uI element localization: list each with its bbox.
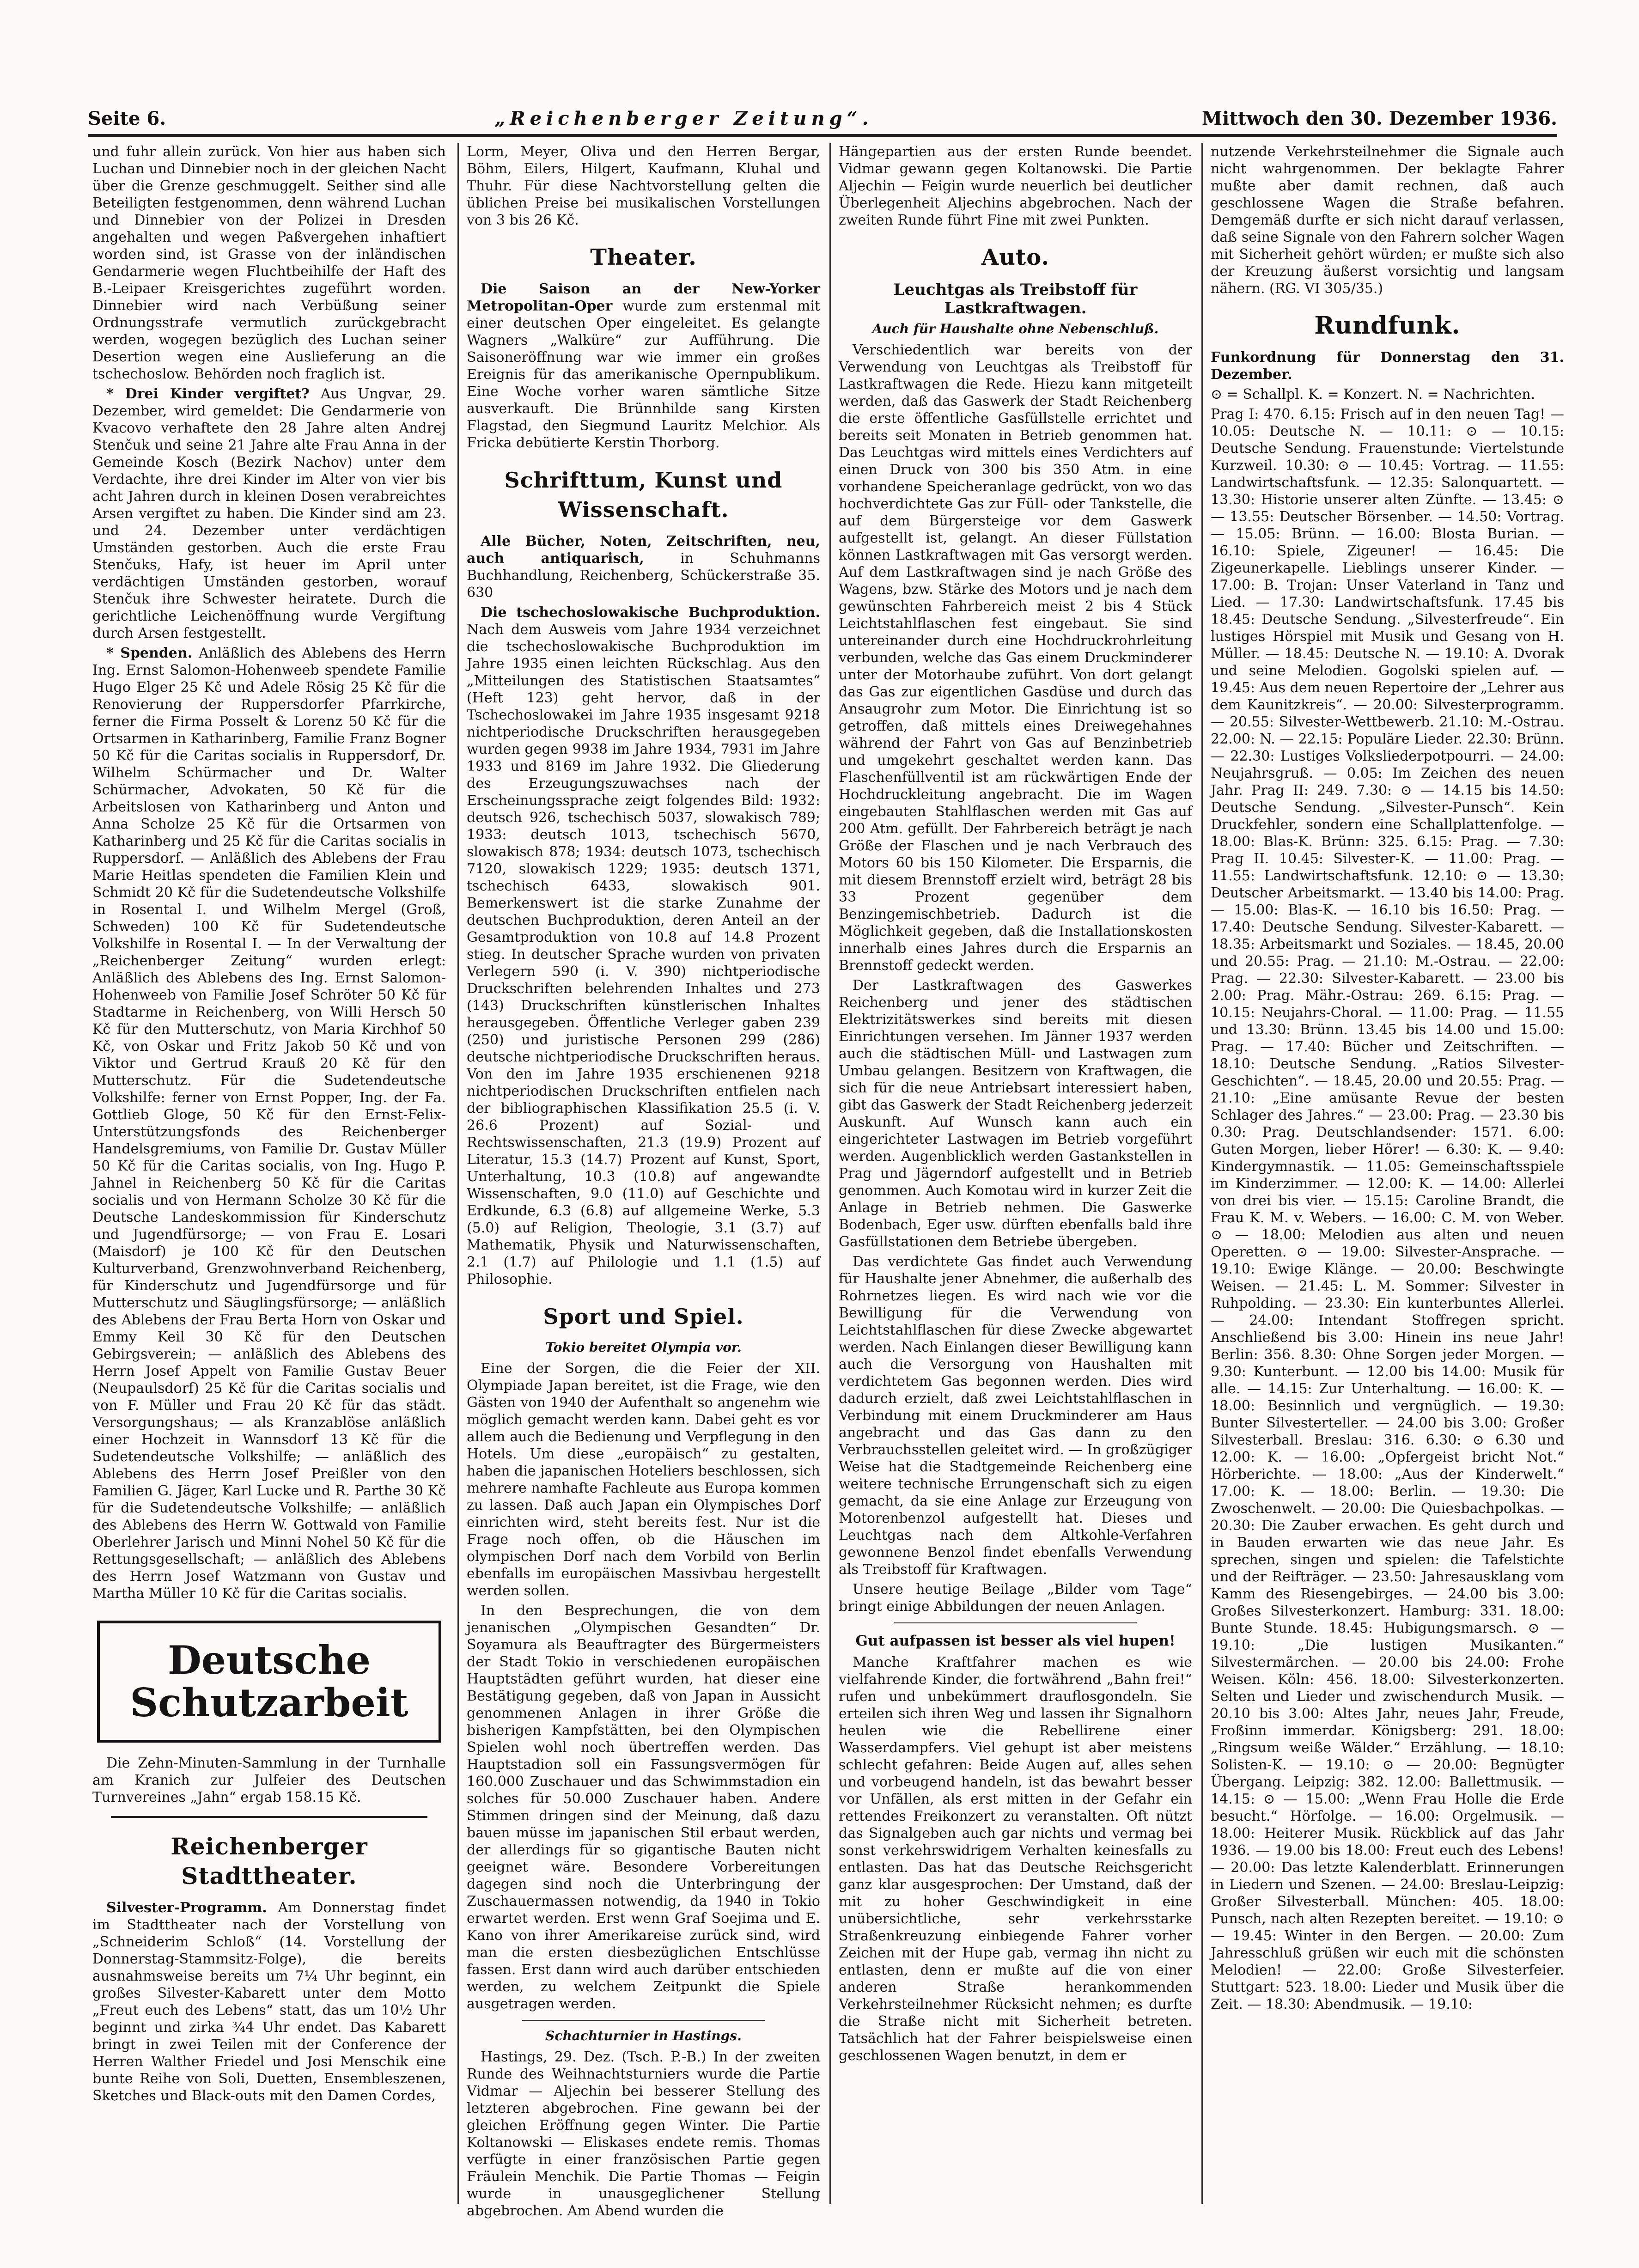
article-lead: * Spenden. [106,645,193,661]
article-body: Nach dem Ausweis vom Jahre 1934 verzeichnet die tschechoslowakische Buchproduktion im Jahre 1935 einen leichten Rückschlag. Aus den „Mitteilungen des Statistischen Staatsamtes“ (Heft 123) geht hervor, daß in der Tschechoslowakei im Jahre 1935 insgesamt 9218 nichtperiodische Druckschriften herausgegeben wurden gegen 9938 im Jahre 1934, 7931 im Jahre 1933 und 8169 im Jahre 1932. Die Gliederung des Erzeugungszuwachses nach der Erscheinungssprache zeigt folgendes Bild: 1932: deutsch 926, tschechisch 5037, slowakisch 789; 1933: deutsch 1013, tschechisch 5670, slowakisch 878; 1934: deutsch 1073, tschechisch 7120, slowakisch 1229; 1935: deutsch 1371, tschechisch 6433, slowakisch 901. Bemerkenswert ist die starke Zunahme der deutschen Buchproduktion, deren Anteil an der Gesamtproduktion von 10.8 auf 14.8 Prozent stieg. In deutscher Sprache wurden von privaten Verlegern 590 (i. V. 390) nichtperiodische Druckschriften belehrenden Inhaltes und 273 (143) Druckschriften künstlerischen Inhaltes herausgegeben. Öffentliche Verleger gaben 239 (250) und juristische Personen 299 (286) deutsche nichtperiodische Druckschriften heraus. Von den im Jahre 1935 erschienenen 9218 nichtperiodischen Druckschriften entfielen nach der bibliographischen Klassifikation 25.5 (i. V. 26.6 Prozent) auf Sozial- und Rechtswissenschaften, 21.3 (19.9) Prozent auf Literatur, 15.3 (14.7) Prozent auf Kunst, Sport, Unterhaltung, 10.3 (10.8) auf angewandte Wissenschaften, 9.0 (11.0) auf Geschichte und Erdkunde, 6.3 (6.8) auf allgemeine Werke, 5.3 (5.0) auf Religion, Theologie, 3.1 (3.7) auf Mathematik, Physik und Naturwissenschaften, 2.1 (1.7) auf Philologie und 1.1 (1.5) auf Philosophie. [467,622,820,1287]
divider [522,2020,765,2021]
column-rule [829,143,831,2204]
issue-date: Mittwoch den 30. Dezember 1936. [1201,108,1557,129]
radio-schedule-heading: Funkordnung für Donnerstag den 31. Dezember. [1211,349,1564,383]
newspaper-page [60,79,1585,2227]
column-1 [92,143,446,2204]
article-lead: Alle Bücher, Noten, Zeitschriften, neu, auch antiquarisch, [467,533,820,567]
column-rule [457,143,459,2204]
article-text [92,645,446,1602]
article-heading: Schachturnier in Hastings. [545,2028,742,2043]
article-text: Das verdichtete Gas findet auch Verwendung für Haushalte jener Abnehmer, die außerhalb des Rohrnetzes liegen. Es wird nach wie vor die Bewilligung für die Verwendung von Leichtstahlflaschen für diese Zwecke abgewartet werden. Nach Einlangen dieser Bewilligung kann auch die Versorgung von Haushalten mit verdichtetem Gas begonnen werden. Dies wird dadurch erzielt, daß zwei Leichtstahlflaschen in Verbindung mit einem Druckminderer am Haus angebracht und das Gas dann zu den Verbrauchsstellen geleitet wird. — In großzügiger Weise hat die Stadtgemeinde Reichenberg eine weitere technische Errungenschaft sich zu eigen gemacht, da sie eine Anlage zur Erzeugung von Motorenbenzol aufgestellt hat. Dieses und Leuchtgas nach dem Altkohle-Verfahren gewonnene Benzol findet ebenfalls Verwendung als Treibstoff für Kraftwagen. [839,1254,1192,1578]
article-lead: Silvester-Programm. [106,1900,267,1916]
section-heading: Theater. [590,244,697,270]
article-text: Manche Kraftfahrer machen es wie vielfahrende Kinder, die fortwährend „Bahn frei!“ rufen und unbekümmert drauflosgondeln. Sie erteilen sich ihren Weg und lassen ihr Signalhorn heulen wie die Rebellirene einer Wasserdampfers. Viel gehupt ist aber meistens schlecht gefahren: Beide Augen auf, alles sehen und vorbeugend handeln, ist das bewahrt besser vor Unfällen, als erst mitten in der Gefahr ein rettendes Freikonzert zu veranstalten. Oft nützt das Signalgeben auch gar nichts und vermag bei sonst verkehrswidrigem Verhalten keinesfalls zu entlasten. Das hat das Deutsche Reichsgericht ganz klar ausgesprochen: Der Umstand, daß der mit zu hoher Geschwindigkeit in eine unübersichtliche, sehr verkehrsstarke Straßenkreuzung einbiegende Fahrer vorher Zeichen mit der Hupe gab, vermag ihn nicht zu entlasten, denn er mußte auf die von einer anderen Straße herankommenden Verkehrsteilnehmer Rücksicht nehmen; es durfte die Straße nicht mit Sicherheit betreten. Tatsächlich hat der Fahrer beispielsweise einen geschlossenen Wagen benutzt, in dem er [839,1654,1192,2064]
masthead [88,88,1557,137]
radio-schedule: Prag I: 470. 6.15: Frisch auf in den neuen Tag! — 10.05: Deutsche N. — 10.11: ⊙ — 10.15: Deutsche Sendung. Frauenstunde: Viertelstunde Kurzweil. 10.30: ⊙ — 10.45: Vortrag. — 11.55: Landwirtschaftsfunk. — 12.35: Salonquartett. — 13.30: Historie unserer alten Zünfte. — 13.45: ⊙ — 13.55: Deutscher Börsenber. — 14.50: Vortrag. — 15.05: Brünn. — 16.00: Blosta Burian. — 16.10: Spiele, Zigeuner! — 16.45: Die Zigeunerkapelle. Lieblings unserer Kinder. — 17.00: B. Trojan: Unser Vaterland in Tanz und Lied. — 17.30: Landwirtschaftsfunk. 17.45 bis 18.45: Deutsche Sendung. „Silvesterfreude“. Ein lustiges Hörspiel mit Musik und Gesang von H. Müller. — 18.45: Deutsche N. — 19.10: A. Dvorak und seine Melodien. Gogolski spielen auf. — 19.45: Aus dem neuen Repertoire der „Lehrer aus dem Kaunitzkreis“. — 20.00: Silvesterprogramm. — 20.55: Silvester-Wettbewerb. 21.10: M.-Ostrau. 22.00: N. — 22.15: Populäre Lieder. 22.30: Brünn. — 22.30: Lustiges Volksliederpotpourri. — 24.00: Neujahrsgruß. — 0.05: Im Zeichen des neuen Jahr. Prag II: 249. 7.30: ⊙ — 14.15 bis 14.50: Deutsche Sendung. „Silvester-Punsch“. Kein Druckfehler, sondern eine Schallplattenfolge. — 18.00: Blas-K. Brünn: 325. 6.15: Prag. — 7.30: Prag II. 10.45: Silvester-K. — 11.00: Prag. — 11.55: Landwirtschaftsfunk. 12.10: ⊙ — 13.30: Deutscher Arbeitsmarkt. — 13.40 bis 14.00: Prag. — 15.00: Blas-K. — 16.10 bis 16.50: Prag. — 17.40: Deutsche Sendung. Silvester-Kabarett. — 18.35: Arbeitsmarkt und Soziales. — 18.45, 20.00 und 20.55: Prag. — 21.10: M.-Ostrau. — 22.00: Prag. — 22.30: Silvester-Kabarett. — 23.00 bis 2.00: Prag. Mähr.-Ostrau: 269. 6.15: Prag. — 10.15: Neujahrs-Choral. — 11.00: Prag. — 11.55 und 13.30: Brünn. 13.45 bis 14.00 und 15.00: Prag. — 17.40: Bücher und Zeitschriften. — 18.10: Deutsche Sendung. „Ratios Silvester-Geschichten“. — 18.45, 20.00 und 20.55: Prag. — 21.10: „Eine amüsante Revue der besten Schlager des Jahres.“ — 23.00: Prag. — 23.30 bis 0.30: Prag. Deutschlandsender: 1571. 6.00: Guten Morgen, lieber Hörer! — 6.30: K. — 9.40: Kindergymnastik. — 11.05: Gemeinschaftsspiele im Kinderzimmer. — 12.00: K. — 14.00: Allerlei von drei bis vier. — 15.15: Caroline Brandt, die Frau K. M. v. Webers. — 16.00: C. M. von Weber. ⊙ — 18.00: Melodien aus alten und neuen Operetten. ⊙ — 19.00: Silvester-Ansprache. — 19.10: Ewige Klänge. — 20.00: Beschwingte Weisen. — 21.45: L. M. Sommer: Silvester in Ruhpolding. — 23.30: Ein kunterbuntes Allerlei. — 24.00: Intendant Stoffregen spricht. Anschließend bis 3.00: Hinein ins neue Jahr! Berlin: 356. 8.30: Ohne Sorgen jeder Morgen. — 9.30: Kunterbunt. — 12.00 bis 14.00: Musik für alle. — 14.15: Zur Unterhaltung. — 16.00: K. — 18.00: Besinnlich und vergnüglich. — 19.30: Bunter Silvesterteller. — 24.00 bis 3.00: Großer Silvesterball. Breslau: 316. 6.30: ⊙ 6.30 und 12.00: K. — 16.00: „Opfergeist bricht Not.“ Hörberichte. — 18.00: „Aus der Kinderwelt.“ 17.00: K. — 18.00: Berlin. — 19.30: Die Zwoschenwelt. — 20.00: Die Quiesbachpolkas. — 20.30: Die Zauber erwachen. Es geht durch und in Bauden erwarten wie das neue Jahr. Es sprechen, singen und spielen: die Tafelstichte und der Reifträger. — 23.50: Jahresausklang vom Kamm des Riesengebirges. — 24.00 bis 3.00: Großes Silvesterkonzert. Hamburg: 331. 18.00: Bunte Stunde. 18.45: Hubigungsmarsch. ⊙ — 19.10: „Die lustigen Musikanten.“ Silvestermärchen. — 20.00 bis 24.00: Frohe Weisen. Köln: 456. 18.00: Silvesterkonzerten. Selten und Lieder und zwischendurch Musik. — 20.10 bis 3.00: Altes Jahr, neues Jahr, Freude, Froßinn immerdar. Königsberg: 291. 18.00: „Ringsum weiße Wälder.“ Erzählung. — 18.10: Solisten-K. — 19.10: ⊙ — 20.00: Begnügter Übergang. Leipzig: 382. 12.00: Ballettmusik. — 14.15: ⊙ — 15.00: „Wenn Frau Holle die Erde besucht.“ Hörfolge. — 16.00: Orgelmusik. — 18.00: Heiterer Musik. Rückblick auf das Jahr 1936. — 19.00 bis 18.00: Freut euch des Lebens! — 20.00: Das letzte Kalenderblatt. Erinnerungen in Liedern und Szenen. — 24.00: Breslau-Leipzig: Großer Silvesterball. München: 405. 18.00: Punsch, nach alten Rezepten bereitet. — 19.10: ⊙ — 19.45: Winter in den Bergen. — 20.00: Zum Jahresschluß grüßen wir euch mit die schönsten Melodien! — 22.00: Große Silvesterfeier. Stuttgart: 523. 18.00: Lieder und Musik über die Zeit. — 18.30: Abendmusik. — 19.10: [1211,406,1564,2012]
article-text: Eine der Sorgen, die die Feier der XII. Olympiade Japan bereitet, ist die Frage, wie den Gästen von 1940 der Aufenthalt so angenehm wie möglich gemacht werden kann. Dabei geht es vor allem auch die Bedienung und Verpflegung in den Hotels. Um diese „europäisch“ zu gestalten, haben die japanischen Hoteliers beschlossen, sich mehrere namhafte Fachleute aus Europa kommen zu lassen. Daß auch Japan ein Olympisches Dorf einrichten wird, steht bereits fest. Nur ist die Frage noch offen, ob die Häuschen im olympischen Dorf nach dem Vorbild von Berlin ebenfalls im europäischen Massivbau hergestellt werden sollen. [467,1360,820,1599]
article-subheading: Auch für Haushalte ohne Nebenschluß. [872,321,1159,336]
section-heading: Auto. [981,244,1050,270]
article-lead: Die tschechoslowakische Buchproduktion. [481,604,820,621]
article-text [467,604,820,1288]
divider [111,1816,427,1818]
article-text: Hängepartien aus der ersten Runde beendet. Vidmar gewann gegen Koltanowski. Die Partie Aljechin — Feigin wurde neuerlich bei deutlicher Überlegenheit Aljechins abgebrochen. Nach der zweiten Runde führt Fine mit zwei Punkten. [839,144,1192,228]
article-heading: Tokio bereitet Olympia vor. [545,1340,742,1355]
article-text: nutzende Verkehrsteilnehmer die Signale auch nicht wahrgenommen. Der beklagte Fahrer mußte aber damit rechnen, daß auch geschlossene Wagen die Straße befahren. Demgemäß durfte er sich nicht darauf verlassen, daß seine Signale von den Fahrern solcher Wagen mit Sicherheit gehört würden; er mußte sich also der Kreuzung äußerst vorsichtig und langsam nähern. (RG. VI 305/35.) [1211,144,1564,297]
section-heading: Schrifttum, Kunst und Wissenschaft. [504,468,783,522]
section-heading: Rundfunk. [1314,311,1461,340]
article-text: Unsere heutige Beilage „Bilder vom Tage“ bringt einige Abbildungen der neuen Anlagen. [839,1581,1192,1615]
radio-legend: ⊙ = Schallpl. K. = Konzert. N. = Nachrichten. [1211,386,1535,402]
article-heading: Gut aufpassen ist besser als viel hupen! [855,1633,1176,1649]
section-heading: Sport und Spiel. [543,1304,744,1329]
article-text: und fuhr allein zurück. Von hier aus haben sich Luchan und Dinnebier noch in der gleichen Nacht über die Grenze geschmuggelt. Seither sind alle Beteiligten festgenommen, denn während Luchan und Dinnebier von der Polizei in Dresden angehalten und wegen Paßvergehen inhaftiert worden sind, ist Grasse von der inländischen Gendarmerie wegen Fluchtbeihilfe der Haft des B.-Leipaer Kreisgerichtes zugeführt worden. Dinnebier wird nach Verbüßung seiner Ordnungsstrafe vermutlich zurückgebracht werden, wogegen bezüglich des Luchan seiner Desertion wegen eine Auslieferung an die tschechoslow. Behörden noch fraglich ist. [92,144,446,382]
column-rule [1201,143,1203,2204]
article-text [92,1899,446,2104]
boxed-heading: Deutsche Schutzarbeit [97,1621,441,1743]
article-lead: Die Saison an der New-Yorker Metropolitan-Oper [467,281,820,314]
column-2 [467,143,820,2219]
article-text: In den Besprechungen, die von dem jenanischen „Olympischen Gesandten“ Dr. Soyamura als Beauftragter des Bürgermeisters der Stadt Tokio in verschiedenen europäischen Hauptstädten geführt wurden, hat dieser eine Bestätigung gegeben, daß von Japan in Aussicht genommenen Anlagen in ihrer Größe die bisherigen Kampfstätten, bei den Olympischen Spielen wohl noch übertreffen werden. Das Hauptstadion soll ein Fassungsvermögen für 160.000 Zuschauer und das Schwimmstadion ein solches für 50.000 Zuschauer haben. Andere Stimmen dringen sind der Meinung, daß dazu bauen müsse im japanischen Stil erbaut werden, der allerdings für so gigantische Bauten nicht geeignet wäre. Besondere Vorbereitungen dagegen sind noch die Unterbringung der Zuschauermassen notwendig, da 1940 in Tokio erwartet werden. Erst wenn Graf Soejima und E. Kano von ihrer Amerikareise zurück sind, wird man die ersten diesbezüglichen Entschlüsse fassen. Erst dann wird auch darüber entschieden werden, zu welchem Zeitpunkt die Spiele ausgetragen werden. [467,1603,820,2012]
divider [894,1622,1137,1623]
article-body: Aus Ungvar, 29. Dezember, wird gemeldet: Die Gendarmerie von Kvacovo verhaftete den 28 Jahre alten Andrej Stenčuk und seine 21 Jahre alte Frau Anna in der Gemeinde Kosch (Bezirk Nachov) unter dem Verdachte, ihre drei Kinder im Alter von vier bis acht Jahren durch in kleinen Dosen verabreichtes Arsen vergiftet zu haben. Die Kinder sind am 23. und 24. Dezember unter verdächtigen Umständen gestorben. Auch die erste Frau Stenčuks, Hafy, ist heuer im April unter verdächtigen Umständen gestorben, worauf Stenčuk ihre Schwester heiratete. Durch die gerichtliche Leichenöffnung wurde Vergiftung durch Arsen festgestellt. [92,386,446,641]
article-text: Lorm, Meyer, Oliva und den Herren Bergar, Böhm, Eilers, Hilgert, Kaufmann, Kluhal und Thuhr. Für diese Nachtvorstellung gelten die üblichen Preise bei musikalischen Vorstellungen von 3 bis 26 Kč. [467,144,820,228]
column-4 [1211,143,1564,2204]
article-body: Anläßlich des Ablebens des Herrn Ing. Ernst Salomon-Hohenweeb spendete Familie Hugo Elger 25 Kč und Adele Rösig 25 Kč für die Renovierung der Ruppersdorfer Pfarrkirche, ferner die Firma Posselt & Lorenz 50 Kč für die Ortsarmen in Katharinberg, Familie Franz Bogner 50 Kč für die Caritas socialis in Ruppersdorf, Dr. Wilhelm Schürmacher und Dr. Walter Schürmacher, Advokaten, 50 Kč für die Arbeitslosen von Katharinberg und Anton und Anna Scholze 25 Kč für die Ortsarmen von Katharinberg und 25 Kč für die Caritas socialis in Ruppersdorf. — Anläßlich des Ablebens der Frau Marie Heitlas spendeten die Familien Klein und Schmidt 20 Kč für die Sudetendeutsche Volkshilfe in Rosental I. und Wilhelm Mergel (Groß, Schweden) 100 Kč für Sudetendeutsche Volkshilfe in Rosental I. — In der Verwaltung der „Reichenberger Zeitung“ wurden erlegt: Anläßlich des Ablebens des Ing. Ernst Salomon-Hohenweeb von Familie Josef Schröter 50 Kč für Stadtarme in Reichenberg, von Willi Hersch 50 Kč für den Mutterschutz, von Maria Kirchhof 50 Kč, von Oskar und Fritz Jakob 50 Kč und von Viktor und Gertrud Krauß 20 Kč für den Mutterschutz. Für die Sudetendeutsche Volkshilfe: ferner von Ernst Popper, Ing. der Fa. Gottlieb Gloge, 50 Kč für den Ernst-Felix-Unterstützungsfonds des Reichenberger Handelsgremiums, von Familie Dr. Gustav Müller 50 Kč für die Caritas socialis, von Ing. Hugo P. Jahnel in Reichenberg 50 Kč für die Caritas socialis und von Hermann Scholze 30 Kč für die Deutsche Landeskommission für Kinderschutz und Jugendfürsorge; — von Frau E. Losari (Maisdorf) je 100 Kč für den Deutschen Kulturverband, Grenzwohnverband Reichenberg, für Kinderschutz und Jugendfürsorge und für Mutterschutz und Säuglingsfürsorge; — anläßlich des Ablebens der Frau Berta Horn von Oskar und Emmy Keil 30 Kč für den Deutschen Gebirgsverein; — anläßlich des Ablebens des Herrn Josef Appelt von Familie Gustav Beuer (Neupaulsdorf) 25 Kč für die Caritas socialis und von F. Müller und Frau 20 Kč für das städt. Versorgungshaus; — als Kranzablöse anläßlich einer Hochzeit in Wannsdorf 13 Kč für die Sudetendeutsche Volkshilfe; — anläßlich des Ablebens des Herrn Josef Preißler von den Familien G. Jäger, Karl Lucke und R. Parthe 30 Kč für die Sudetendeutsche Volkshilfe; — anläßlich des Ablebens des Herrn W. Gottwald von Familie Oberlehrer Jarisch und Minni Nohel 50 Kč für die Rettungsgesellschaft; — anläßlich des Ablebens des Herrn Josef Watzmann von Gustav und Martha Müller 10 Kč für die Caritas socialis. [92,645,446,1602]
article-body: wurde zum erstenmal mit einer deutschen Oper eingeleitet. Es gelangte Wagners „Walküre“ zur Aufführung. Die Saisoneröffnung war wie immer ein großes Ereignis für das amerikanische Opernpublikum. Eine Woche vorher waren sämtliche Sitze ausverkauft. Die Brünnhilde sang Kirsten Flagstad, den Siegmund Lauritz Melchior. Als Fricka debütierte Kerstin Thorborg. [467,298,820,451]
article-text: Hastings, 29. Dez. (Tsch. P.-B.) In der zweiten Runde des Weihnachtsturniers wurde die Partie Vidmar — Aljechin bei besserer Stellung des letzteren abgebrochen. Fine gewann bei der gleichen Eröffnung gegen Winter. Die Partie Koltanowski — Eliskases endete remis. Thomas verfügte in einer französischen Partie gegen Fräulein Menchik. Die Partie Thomas — Feigin wurde in unausgeglichener Stellung abgebrochen. Am Abend wurden die [467,2049,820,2219]
article-text: Die Zehn-Minuten-Sammlung in der Turnhalle am Kranich zur Julfeier des Deutschen Turnvereines „Jahn“ ergab 158.15 Kč. [92,1755,446,1805]
article-text [92,385,446,642]
article-body: in Schuhmanns Buchhandlung, Reichenberg, Schückerstraße 35. 630 [467,550,820,601]
column-3 [839,143,1192,2204]
page-number: Seite 6. [88,108,166,129]
section-heading: Reichenberger Stadttheater. [171,1833,368,1890]
article-text: Der Lastkraftwagen des Gaswerkes Reichenberg und jener des städtischen Elektrizitätswerkes sind bereits mit diesen Einrichtungen versehen. Im Jänner 1937 werden auch die städtischen Müll- und Lastwagen zum Umbau gelangen. Besitzern von Kraftwagen, die sich für die neue Antriebsart interessiert haben, gibt das Gaswerk der Stadt Reichenberg jederzeit Auskunft. Auf Wunsch kann auch ein eingerichteter Lastwagen im Betrieb vorgeführt werden. Augenblicklich werden Gastankstellen in Prag und Jägerndorf aufgestellt und in Betrieb genommen. Auch Komotau wird in kurzer Zeit die Anlage in Betrieb nehmen. Die Gaswerke Bodenbach, Eger usw. dürften ebenfalls bald ihre Gasfüllstationen dem Betriebe übergeben. [839,977,1192,1250]
paper-title: „Reichenberger Zeitung“. [494,108,873,129]
article-text [467,280,820,451]
article-lead: * Drei Kinder vergiftet? [106,386,310,402]
article-text: Verschiedentlich war bereits von der Verwendung von Leuchtgas als Treibstoff für Lastkraftwagen die Rede. Hiezu kann mitgeteilt werden, daß das Gaswerk der Stadt Reichenberg die erste öffentliche Gasfüllstelle errichtet und bereits seit Monaten in Betrieb genommen hat. Das Leuchtgas wird mittels eines Verdichters auf einen Druck von 300 bis 350 Atm. in eine vorhandene Speicheranlage gedrückt, von wo das hochverdichtete Gas zur Füll- oder Tankstelle, die auf dem Bürgersteige vor dem Gaswerk aufgestellt ist, gelangt. An dieser Füllstation können Lastkraftwagen mit Gas versorgt werden. Auf dem Lastkraftwagen sind je nach Größe des Wagens, bzw. Stärke des Motors und je nach dem gewünschten Fahrbereich meist 2 bis 4 Stück Leichtstahlflaschen fest eingebaut. Sie sind untereinander durch eine Hochdruckrohrleitung verbunden, welche das Gas einem Druckminderer unter der Motorhaube zuführt. Von dort gelangt das Gas zur eigentlichen Gasdüse und durch das Ansaugrohr zum Motor. Die Einrichtung ist so getroffen, daß mittels eines Dreiwegehahnes während der Fahrt von Gas auf Benzinbetrieb und umgekehrt geschaltet werden kann. Das Flaschenfüllventil ist am rückwärtigen Ende der Hochdruckleitung angebracht. Die im Wagen eingebauten Stahlflaschen werden mit Gas auf 200 Atm. gefüllt. Der Fahrbereich beträgt je nach Größe der Flaschen und je nach Verbrauch des Motors 60 bis 150 Kilometer. Die Ersparnis, die mit diesem Brennstoff erzielt wird, beträgt 28 bis 33 Prozent gegenüber dem Benzingemischbetrieb. Dadurch ist die Möglichkeit gegeben, daß die Installationskosten innerhalb eines Jahres durch die Ersparnis an Brennstoff gedeckt werden. [839,342,1192,974]
article-heading: Leuchtgas als Treibstoff für Lastkraftwagen. [893,280,1138,317]
article-body: Am Donnerstag findet im Stadttheater nach der Vorstellung von „Schneiderim Schloß“ (14. Vorstellung der Donnerstag-Stammsitz-Folge), die bereits ausnahmsweise bereits um 7¼ Uhr beginnt, ein großes Silvester-Kabarett unter dem Motto „Freut euch des Lebens“ statt, das um 10½ Uhr beginnt und zirka ¾4 Uhr endet. Das Kabarett bringt in zwei Teilen mit der Conference der Herren Walther Friedel und Josi Menschik eine bunte Reihe von Soli, Duetten, Ensembleszenen, Sketches und Black-outs mit den Damen Cordes, [92,1900,446,2104]
article-text [467,533,820,601]
